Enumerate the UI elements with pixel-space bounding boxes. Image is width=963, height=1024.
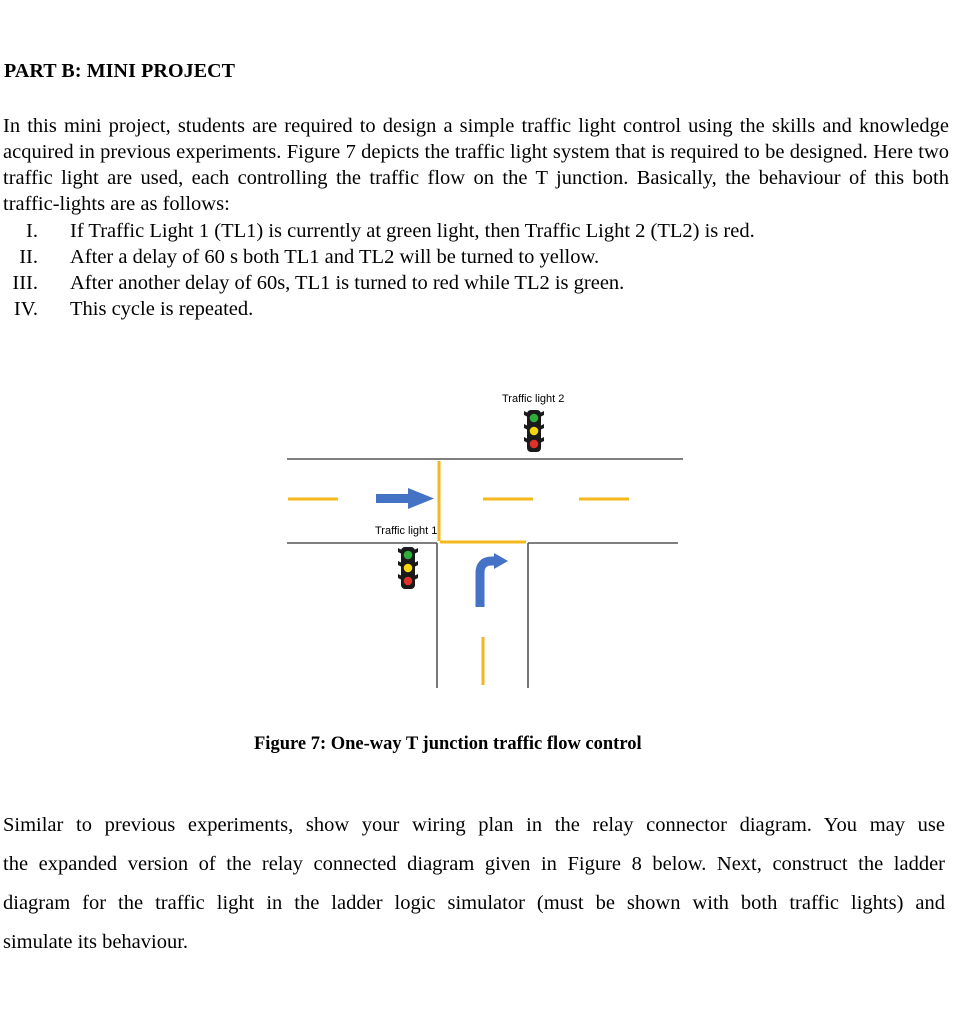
- list-numeral: IV.: [13, 298, 38, 320]
- list-item: [0, 244, 900, 270]
- paragraph-line: diagram for the traffic light in the ladder logic simulator (must be shown with both traffic lights) and: [3, 892, 945, 914]
- paragraph-line: simulate its behaviour.: [3, 931, 189, 953]
- instructions-paragraph: [3, 806, 945, 962]
- list-numeral: II.: [19, 246, 38, 268]
- traffic-light-2-label: Traffic light 2: [502, 393, 565, 405]
- traffic-light-1-label: Traffic light 1: [375, 525, 438, 537]
- list-item-text: After a delay of 60 s both TL1 and TL2 will be turned to yellow.: [70, 246, 600, 268]
- list-numeral: I.: [26, 220, 38, 242]
- intro-paragraph: In this mini project, students are required to design a simple traffic light control using the skills and knowledge acquired in previous experiments. Figure 7 depicts the traffic light system that is required to be designed. Here two traffic light are used, each controlling the traffic flow on the T junction. Basically, the behaviour of this both traffic-lights are as follows:: [3, 115, 949, 215]
- paragraph-line: the expanded version of the relay connected diagram given in Figure 8 below. Next, construct the ladder: [3, 853, 945, 875]
- t-junction-figure: [280, 385, 690, 695]
- t-junction-diagram: [280, 385, 690, 695]
- turn-right-arrow-icon: [480, 553, 508, 607]
- list-numeral: III.: [12, 272, 38, 294]
- list-item-text: This cycle is repeated.: [70, 298, 254, 320]
- figure-caption: Figure 7: One-way T junction traffic flow control: [254, 734, 642, 754]
- behaviour-list: [0, 218, 900, 322]
- list-item-text: After another delay of 60s, TL1 is turned to red while TL2 is green.: [70, 272, 625, 294]
- list-item: [0, 296, 900, 322]
- paragraph-line: Similar to previous experiments, show your wiring plan in the relay connector diagram. You may use: [3, 814, 945, 836]
- list-item-text: If Traffic Light 1 (TL1) is currently at green light, then Traffic Light 2 (TL2) is red.: [70, 220, 755, 242]
- list-item: [0, 218, 900, 244]
- traffic-light-1-icon: [398, 547, 418, 589]
- main-road-arrow-icon: [376, 488, 434, 509]
- list-item: [0, 270, 900, 296]
- traffic-light-2-icon: [524, 410, 544, 452]
- section-heading: PART B: MINI PROJECT: [4, 60, 236, 82]
